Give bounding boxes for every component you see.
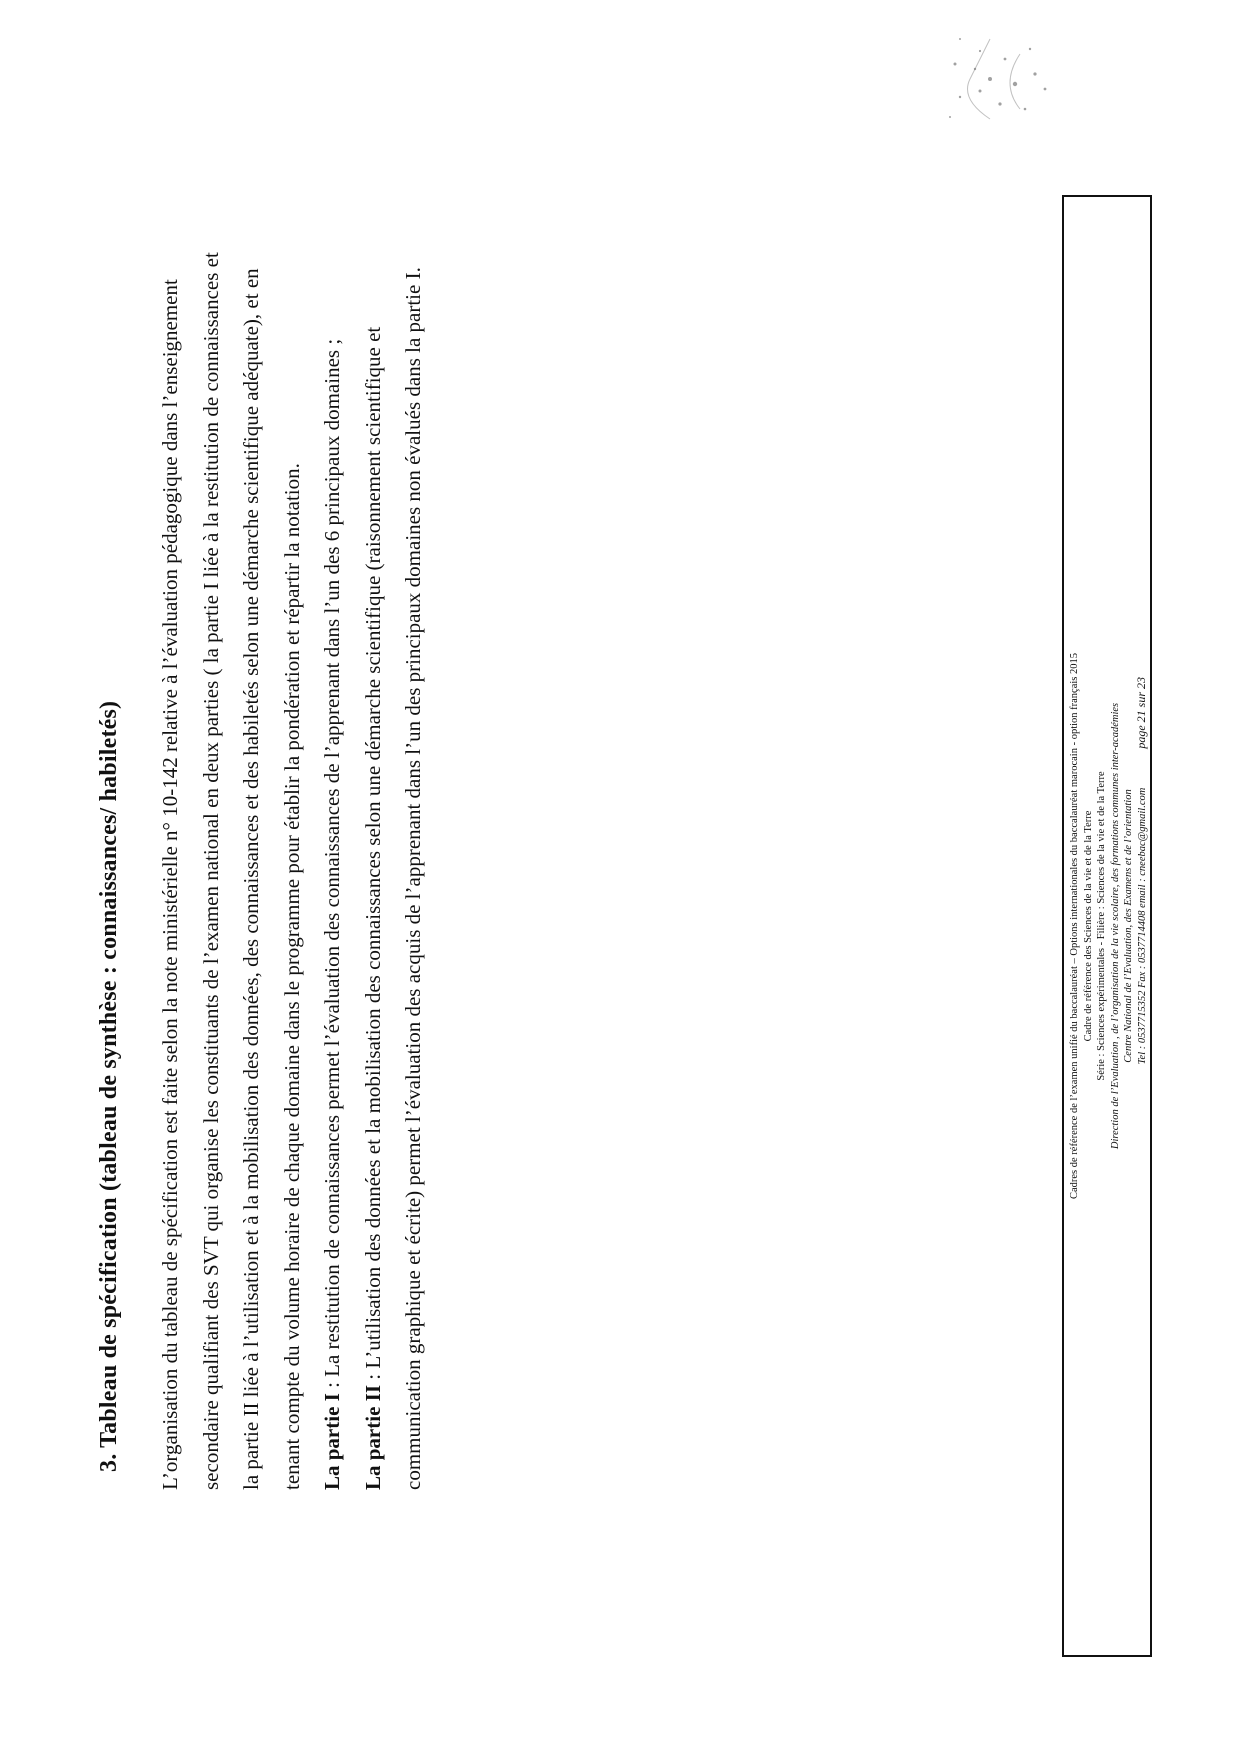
page-number: page 21 sur 23 bbox=[1134, 677, 1148, 749]
partie-1-label: La partie I bbox=[320, 1393, 344, 1490]
footer-line-2: Cadre de référence des Sciences de la vie et de la Terre bbox=[1082, 810, 1094, 1042]
footer-line-1: Cadres de référence de l’examen unifié du baccalauréat – Options internationales du baccalauréat marocain - option français 2015 bbox=[1069, 652, 1080, 1200]
partie-1-paragraph bbox=[312, 120, 353, 1490]
partie-2-paragraph bbox=[353, 120, 434, 1490]
footer-line-5: Centre National de l’Evaluation, des Examens et de l’orientation bbox=[1123, 789, 1134, 1063]
intro-line-3: la partie II liée à l’utilisation et à la mobilisation des données, des connaissances et des habiletés selon une démarche scientifique adéquate), et en bbox=[239, 268, 263, 1490]
footer-line-3: Série : Sciences expérimentales - Filière : Sciences de la vie et de la Terre bbox=[1096, 771, 1107, 1081]
section-title: 3. Tableau de spécification (tableau de synthèse : connaissances/ habiletés) bbox=[96, 700, 122, 1472]
intro-paragraph bbox=[150, 120, 312, 1490]
footer-text bbox=[1068, 197, 1149, 1655]
partie-2-label: La partie II bbox=[360, 1385, 385, 1490]
intro-line-2: secondaire qualifiant des SVT qui organise les constituants de l’examen national en deux parties ( la partie I liée à la restitution de connaissances et bbox=[198, 252, 223, 1490]
stamp-mark bbox=[920, 19, 1060, 139]
intro-line-1: L’organisation du tableau de spécification est faite selon la note ministérielle n° 10-142 relative à l’évaluation pédagogique dans l’enseignement bbox=[158, 279, 182, 1490]
footer-box bbox=[1062, 195, 1152, 1657]
intro-line-4: tenant compte du volume horaire de chaque domaine dans le programme pour établir la pondération et répartir la notation. bbox=[279, 463, 304, 1490]
partie-1-text: : La restitution de connaissances permet l’évaluation des connaissances de l’apprenant dans l’un des 6 principaux domaines ; bbox=[320, 338, 344, 1394]
partie-2-text-1: : L’utilisation des données et la mobilisation des connaissances selon une démarche scientifique (raisonnement scientifique et bbox=[360, 326, 385, 1385]
body-text bbox=[150, 120, 434, 1490]
partie-2-line-1 bbox=[353, 120, 394, 1490]
footer-line-6: Tel : 0537715352 Fax : 0537714408 email : cneebac@gmail.com bbox=[1136, 787, 1148, 1065]
partie-2-line-2: communication graphique et écrite) permet l’évaluation des acquis de l’apprenant dans l’un des principaux domaines non évalués dans la partie I. bbox=[401, 267, 425, 1490]
partie-1-line bbox=[312, 120, 353, 1490]
footer-line-4: Direction de l’Evaluation , de l’organisation de la vie scolaire, des formations communes inter-académies bbox=[1109, 702, 1121, 1150]
